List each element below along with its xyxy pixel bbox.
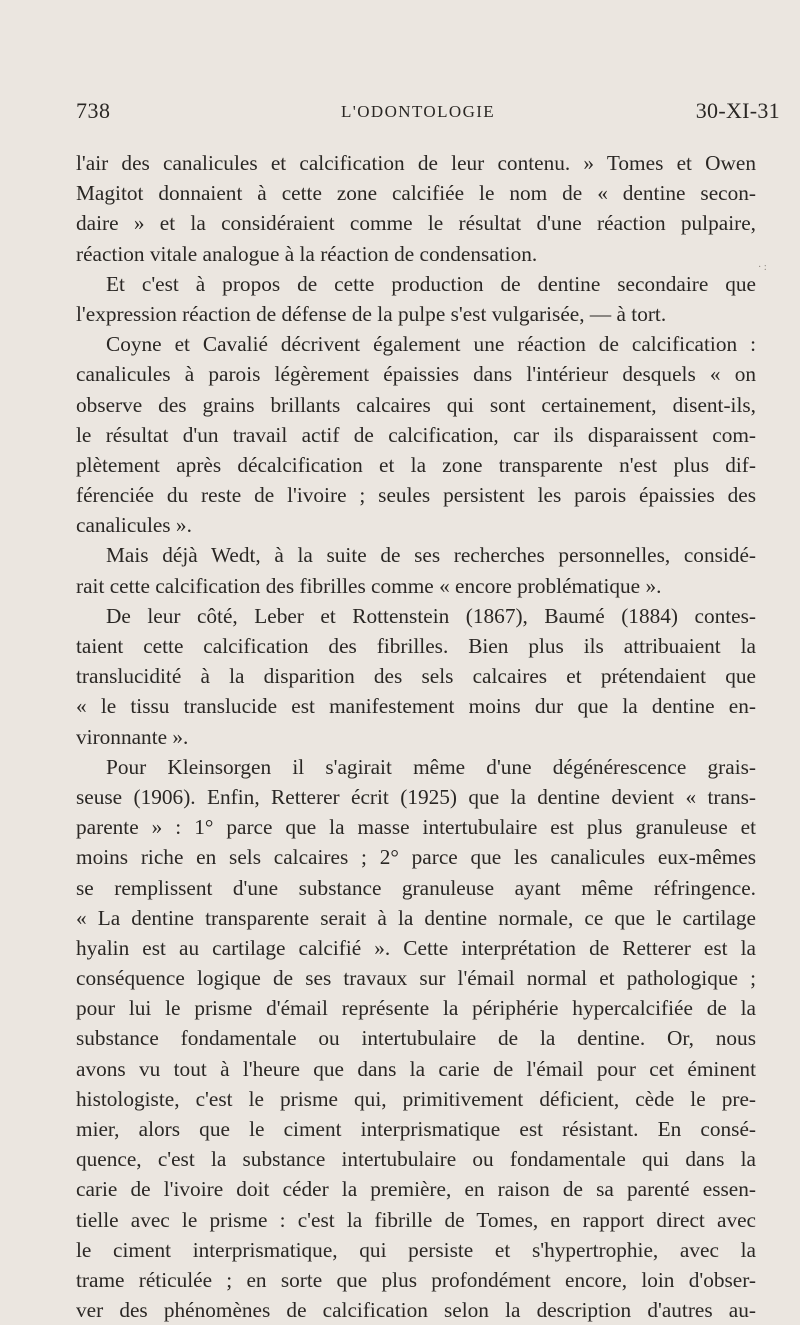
page-header (76, 98, 780, 138)
text-line: daire » et la considéraient comme le résultat d'une réaction pulpaire, (76, 211, 756, 236)
text-line: Mais déjà Wedt, à la suite de ses recherches personnelles, considé- (106, 543, 756, 568)
text-line: trame réticulée ; en sorte que plus profondément encore, loin d'obser- (76, 1267, 756, 1292)
text-line: avons vu tout à l'heure que dans la carie de l'émail pour cet éminent (76, 1056, 756, 1081)
text-line: canalicules à parois légèrement épaissies dans l'intérieur desquels « on (76, 362, 756, 387)
text-line: moins riche en sels calcaires ; 2° parce que les canalicules eux-mêmes (76, 845, 756, 870)
text-line: rait cette calcification des fibrilles comme « encore problématique ». (76, 573, 662, 598)
text-line: se remplissent d'une substance granuleuse ayant même réfringence. (76, 875, 756, 900)
text-line: férenciée du reste de l'ivoire ; seules persistent les parois épaissies des (76, 483, 756, 508)
text-line: canalicules ». (76, 513, 192, 538)
text-line: vironnante ». (76, 724, 189, 749)
text-line: observe des grains brillants calcaires qui sont certainement, disent-ils, (76, 392, 756, 417)
text-line: seuse (1906). Enfin, Retterer écrit (1925) que la dentine devient « trans- (76, 784, 756, 809)
text-line: réaction vitale analogue à la réaction de condensation. (76, 241, 538, 266)
print-speck: · : (758, 262, 767, 273)
text-line: tielle avec le prisme : c'est la fibrille de Tomes, en rapport direct avec (76, 1207, 756, 1232)
text-line: Et c'est à propos de cette production de dentine secondaire que (106, 271, 756, 296)
text-line: parente » : 1° parce que la masse intertubulaire est plus granuleuse et (76, 815, 756, 840)
text-line: conséquence logique de ses travaux sur l'émail normal et pathologique ; (76, 966, 756, 991)
text-line: carie de l'ivoire doit céder la première, en raison de sa parenté essen- (76, 1177, 756, 1202)
text-line: taient cette calcification des fibrilles. Bien plus ils attribuaient la (76, 634, 756, 658)
text-line: Coyne et Cavalié décrivent également une réaction de calcification : (106, 332, 756, 357)
running-title: L'ODONTOLOGIE (341, 102, 496, 121)
text-line: pour lui le prisme d'émail représente la périphérie hypercalcifiée de la (76, 996, 756, 1021)
text-line: hyalin est au cartilage calcifié ». Cette interprétation de Retterer est la (76, 935, 756, 960)
page-number: 738 (76, 98, 111, 123)
body-text (76, 148, 756, 1325)
text-line: translucidité à la disparition des sels calcaires et prétendaient que (76, 664, 756, 689)
text-line: le résultat d'un travail actif de calcification, car ils disparaissent com- (76, 422, 756, 447)
issue-date: 30-XI-31 (695, 98, 780, 123)
text-line: Magitot donnaient à cette zone calcifiée le nom de « dentine secon- (76, 181, 756, 206)
text-line: « le tissu translucide est manifestement moins dur que la dentine en- (76, 694, 756, 719)
text-line: « La dentine transparente serait à la dentine normale, ce que le cartilage (76, 905, 756, 930)
text-line: histologiste, c'est le prisme qui, primitivement déficient, cède le pre- (76, 1086, 756, 1111)
text-line: Pour Kleinsorgen il s'agirait même d'une dégénérescence grais- (106, 754, 756, 779)
text-line: plètement après décalcification et la zone transparente n'est plus dif- (76, 452, 756, 477)
text-line: substance fondamentale ou intertubulaire de la dentine. Or, nous (76, 1026, 756, 1051)
text-line: le ciment interprismatique, qui persiste et s'hypertrophie, avec la (76, 1237, 756, 1262)
text-line: l'air des canalicules et calcification de leur contenu. » Tomes et Owen (76, 151, 756, 175)
text-line: quence, c'est la substance intertubulaire ou fondamentale qui dans la (76, 1147, 756, 1172)
text-line: ver des phénomènes de calcification selon la description d'autres au- (76, 1298, 756, 1323)
text-line: mier, alors que le ciment interprismatique est résistant. En consé- (76, 1117, 756, 1141)
text-line: De leur côté, Leber et Rottenstein (1867), Baumé (1884) contes- (106, 603, 756, 628)
text-line: l'expression réaction de défense de la pulpe s'est vulgarisée, — à tort. (76, 301, 667, 326)
